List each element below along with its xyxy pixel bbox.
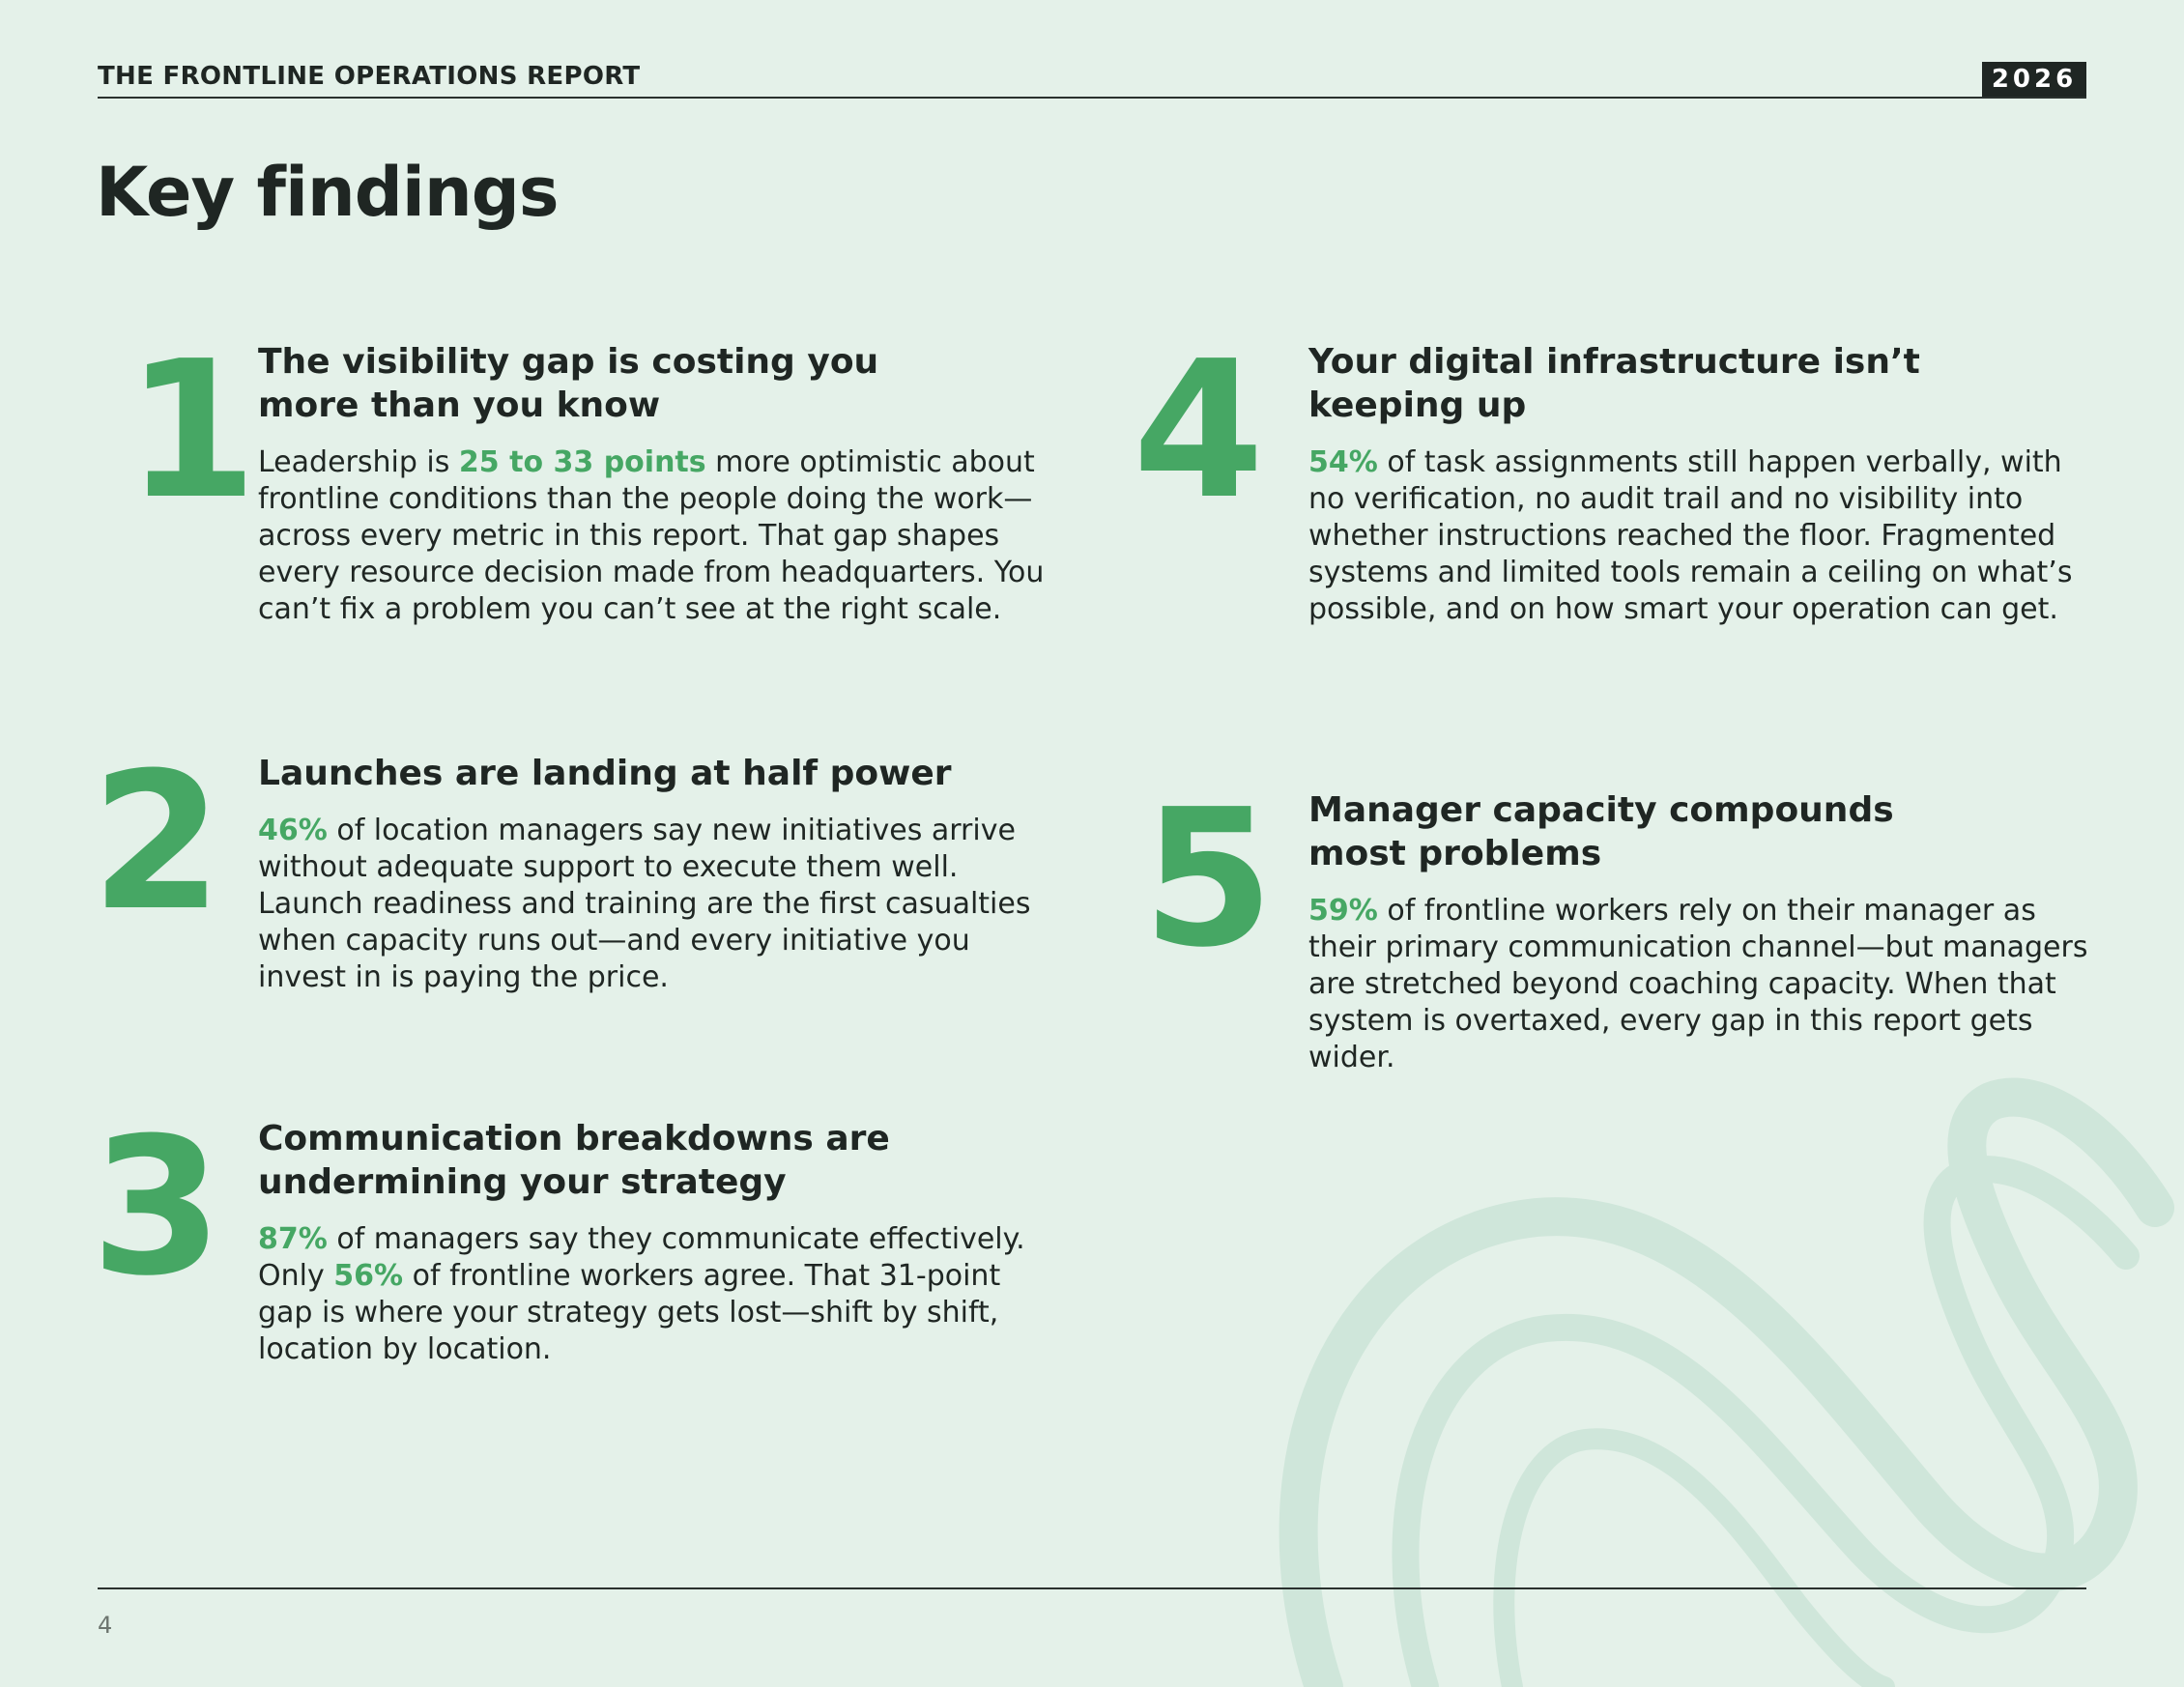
finding-title [258,340,1050,427]
body-text: of frontline workers rely on their manager as their primary communication channel—but managers are stretched beyond coaching capacity. When that system is overtaxed, every gap in this report gets wider. [1308,894,2088,1074]
report-header-title: THE FRONTLINE OPERATIONS REPORT [98,62,641,91]
finding-number: 2 [91,732,217,953]
finding-body [258,813,1050,996]
highlight-stat: 56% [333,1259,404,1293]
finding-title-line: most problems [1308,834,1602,873]
highlight-stat: 54% [1308,445,1378,479]
finding-title-line: Your digital infrastructure isn’t [1308,342,1920,382]
finding-number: 1 [126,321,252,541]
finding-title-line: more than you know [258,386,661,425]
highlight-stat: 25 to 33 points [458,445,706,479]
finding-title [1308,788,2101,875]
finding-title-line: Manager capacity compounds [1308,790,1894,830]
finding-title [1308,340,2101,427]
finding-body [1308,893,2101,1076]
finding-body [1308,444,2101,628]
finding-body [258,444,1050,628]
body-text: of frontline workers agree. That 31-point gap is where your strategy gets lost—shift by shift, location by location. [258,1259,1001,1366]
header-divider [98,97,2086,99]
finding-title-line: undermining your strategy [258,1162,787,1202]
finding-number: 3 [91,1098,217,1318]
finding-title [258,1117,1050,1204]
finding-title [258,752,1050,795]
page-number: 4 [98,1612,113,1639]
footer-divider [98,1587,2086,1589]
highlight-stat: 46% [258,814,328,847]
body-text: of task assignments still happen verbally, with no verification, no audit trail and no visibility into whether instructions reached the floor. Fragmented systems and limited tools remain a ceiling on what’s possible, and on how smart your operation can get. [1308,445,2073,626]
body-text: more optimistic about frontline conditions than the people doing the work—across every metric in this report. That gap shapes every resource decision made from headquarters. You can’t fix a problem you can’t see at the right scale. [258,445,1045,626]
body-text: of managers say they communicate effectively. Only [258,1222,1025,1293]
body-text: Leadership is [258,445,459,479]
highlight-stat: 59% [1308,894,1378,928]
finding-title-line: The visibility gap is costing you [258,342,879,382]
finding-body [258,1221,1050,1368]
body-text: of location managers say new initiatives arrive without adequate support to execute them well. Launch readiness and training are the first casualties when capacity runs out—and every initiative you invest in is paying the price. [258,814,1031,994]
finding-number: 5 [1142,769,1269,989]
finding-title-line: keeping up [1308,386,1527,425]
report-year-badge: 2026 [1982,62,2086,97]
finding-number: 4 [1133,321,1259,541]
finding-title-line: Communication breakdowns are [258,1119,890,1158]
finding-title-line: Launches are landing at half power [258,754,952,793]
page-title: Key findings [96,153,559,232]
highlight-stat: 87% [258,1222,328,1256]
